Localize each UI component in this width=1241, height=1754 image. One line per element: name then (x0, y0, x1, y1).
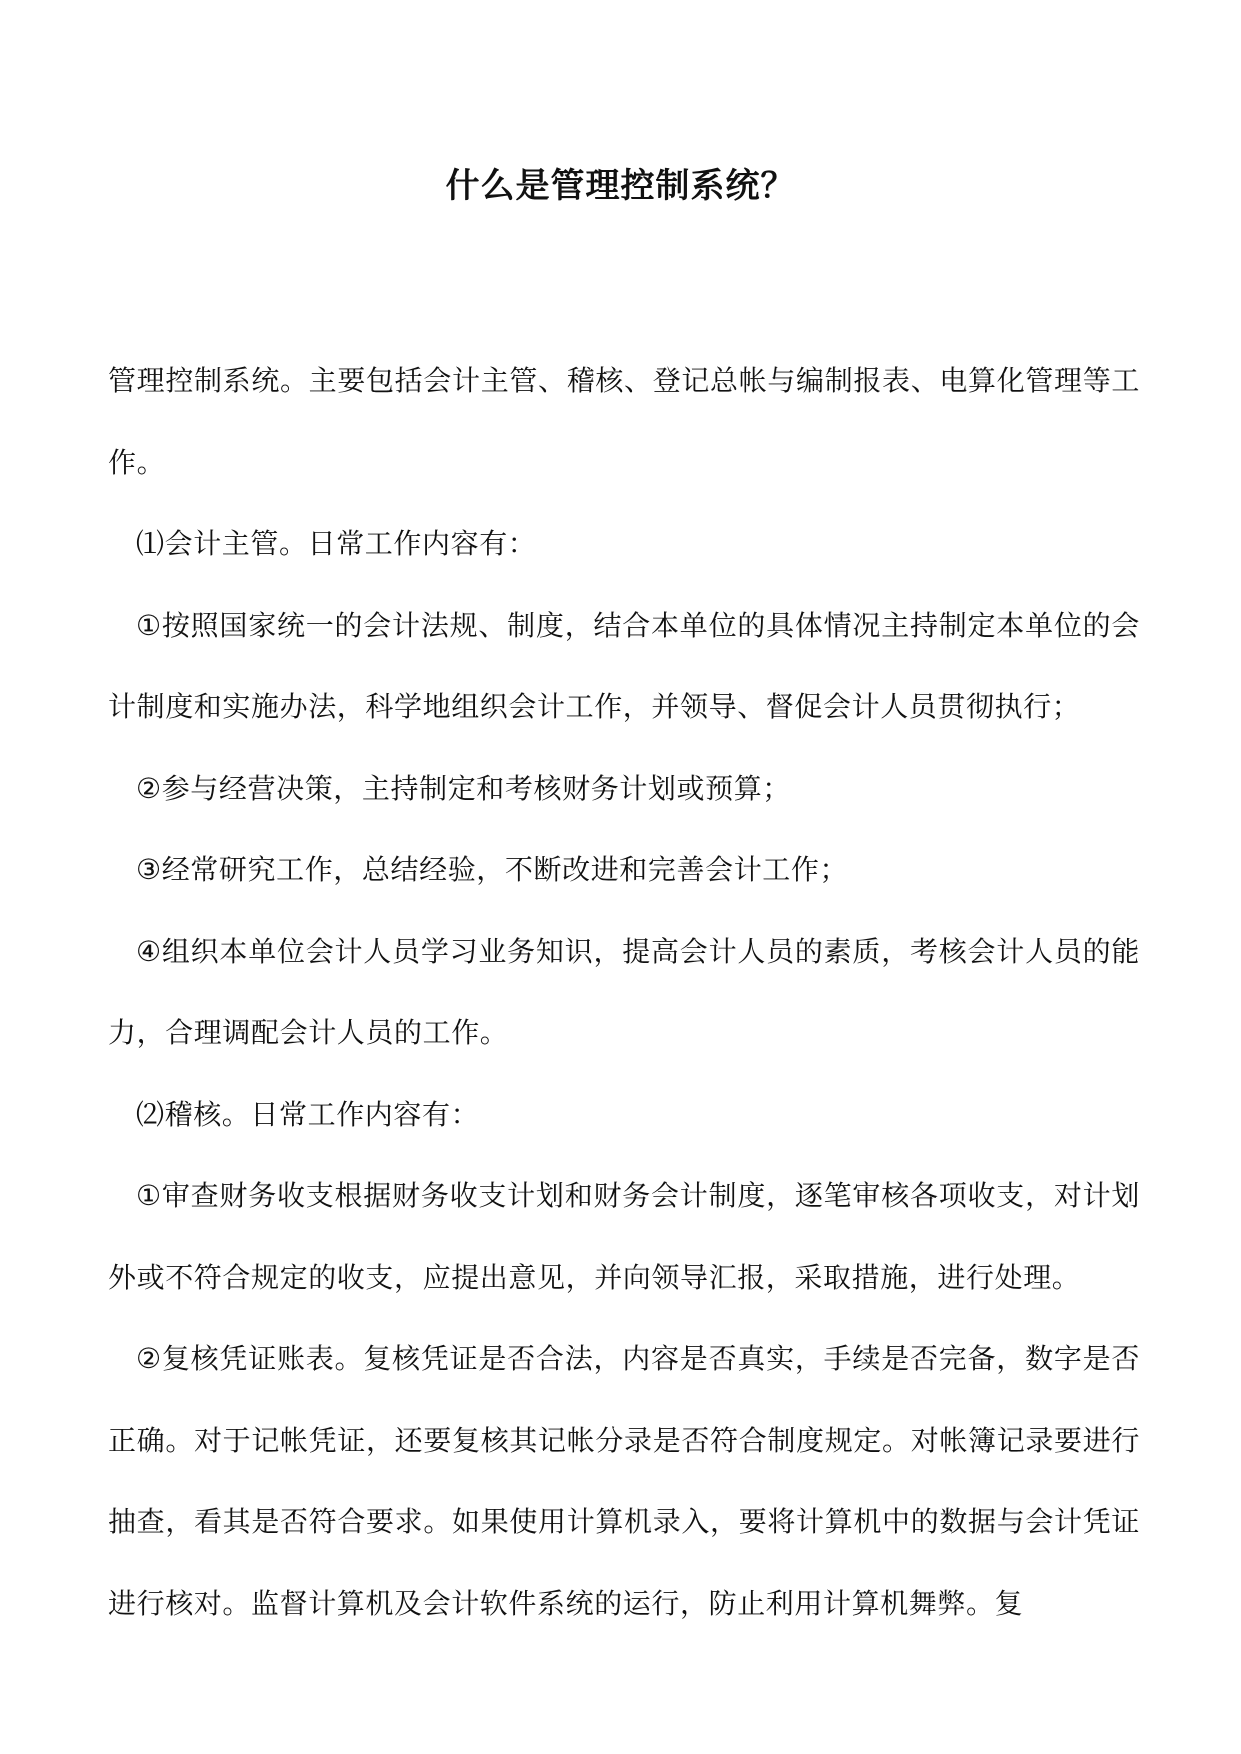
paragraph-section-2-heading: ⑵稽核。日常工作内容有： (136, 1097, 480, 1131)
document-title: 什么是管理控制系统？ (445, 166, 796, 206)
paragraph-item: ①审查财务收支根据财务收支计划和财务会计制度，逐笔审核各项收支，对计划外或不符合规定的收支，应提出意见，并向领导汇报，采取措施，进行处理。 (108, 1179, 1140, 1294)
document-body (108, 340, 1140, 1644)
paragraph-intro: 管理控制系统。主要包括会计主管、稽核、登记总帐与编制报表、电算化管理等工作。 (108, 364, 1140, 479)
paragraph-section-1-heading: ⑴会计主管。日常工作内容有： (136, 527, 537, 560)
paragraph-item: ③经常研究工作，总结经验，不断改进和完善会计工作； (136, 853, 849, 886)
paragraph-item: ④组织本单位会计人员学习业务知识，提高会计人员的素质，考核会计人员的能力，合理调配会计人员的工作。 (108, 934, 1140, 1049)
paragraph-item: ②复核凭证账表。复核凭证是否合法，内容是否真实，手续是否完备，数字是否正确。对于记帐凭证，还要复核其记帐分录是否符合制度规定。对帐簿记录要进行抽查，看其是否符合要求。如果使用计算机录入，要将计算机中的数据与会计凭证进行核对。监督计算机及会计软件系统的运行，防止利用计算机舞弊。复 (108, 1342, 1140, 1620)
paragraph-item: ②参与经营决策，主持制定和考核财务计划或预算； (136, 771, 791, 805)
paragraph-item: ①按照国家统一的会计法规、制度，结合本单位的具体情况主持制定本单位的会计制度和实施办法，科学地组织会计工作，并领导、督促会计人员贯彻执行； (108, 608, 1140, 723)
